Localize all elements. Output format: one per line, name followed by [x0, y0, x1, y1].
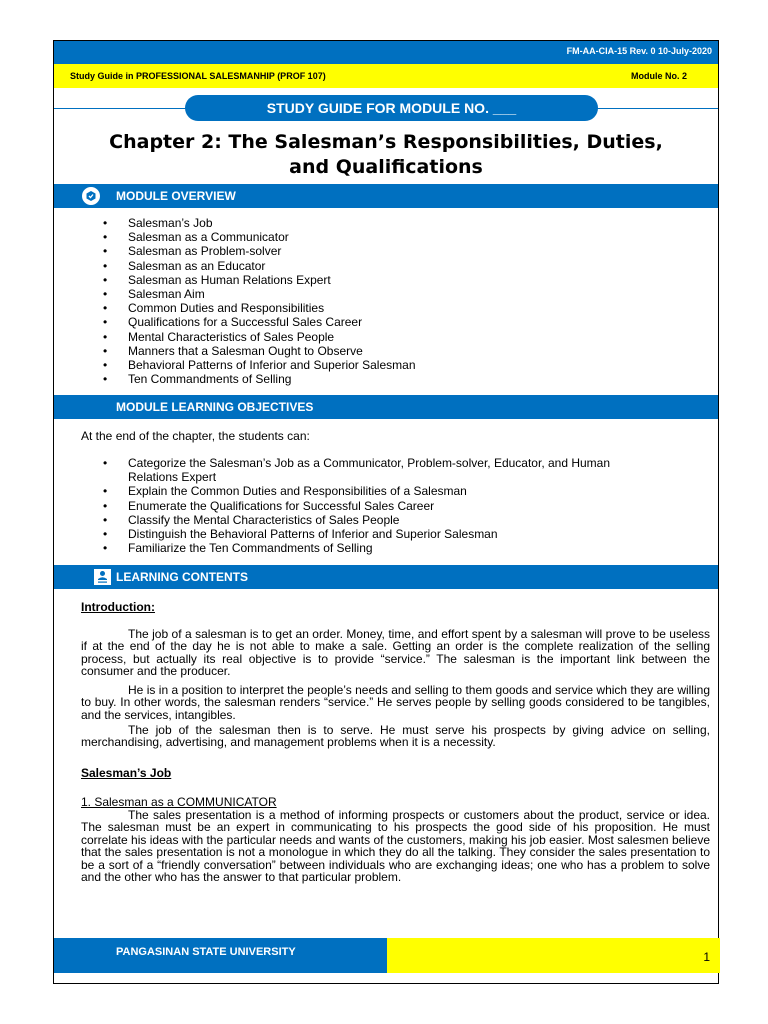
- list-item: • Mental Characteristics of Sales People: [54, 330, 634, 344]
- list-item: • Categorize the Salesman’s Job as a Communicator, Problem-solver, Educator, and Human Relations Expert: [54, 456, 634, 484]
- learning-contents-bar: [54, 565, 718, 589]
- introduction-heading: Introduction:: [81, 600, 155, 614]
- person-document-icon: [93, 568, 112, 586]
- top-bar: [54, 41, 718, 64]
- banner-text: STUDY GUIDE FOR MODULE NO. ___: [266, 100, 517, 116]
- document-reference: FM-AA-CIA-15 Rev. 0 10-July-2020: [566, 46, 712, 56]
- overview-heading: MODULE OVERVIEW: [116, 189, 236, 203]
- contents-heading: LEARNING CONTENTS: [116, 570, 248, 584]
- course-bar: [54, 64, 718, 88]
- university-name: PANGASINAN STATE UNIVERSITY: [116, 946, 296, 958]
- salesman-job-heading: Salesman’s Job: [81, 766, 172, 780]
- list-item: • Salesman as Human Relations Expert: [54, 273, 634, 287]
- list-item: • Qualifications for a Successful Sales Career: [54, 315, 634, 329]
- learning-objectives-bar: [54, 395, 718, 419]
- course-title: Study Guide in PROFESSIONAL SALESMANHIP (PROF 107): [70, 71, 326, 81]
- list-item: • Manners that a Salesman Ought to Observe: [54, 344, 634, 358]
- list-item: • Familiarize the Ten Commandments of Selling: [54, 541, 634, 555]
- intro-paragraph-2: He is in a position to interpret the people’s needs and selling to them goods and service which they are willing to buy. In other words, the salesman renders “service.” He serves people by selling goods considered to be tangibles, and the services, intangibles.: [81, 683, 710, 722]
- module-overview-bar: [54, 184, 718, 208]
- objectives-intro: At the end of the chapter, the students can:: [81, 429, 310, 443]
- list-item: • Behavioral Patterns of Inferior and Superior Salesman: [54, 358, 634, 372]
- list-item: • Explain the Common Duties and Responsibilities of a Salesman: [54, 484, 634, 498]
- communicator-paragraph: The sales presentation is a method of informing prospects or customers about the product, service or idea. The salesman must be an expert in communicating to his prospects the good side of his proposition. He must correlate his ideas with the particular needs and wants of the customers, making his job easier. Most salesmen believe that the sales presentation is not a monologue in which they do all the talking. They consider the sales presentation to be a sort of a “friendly conversation” between individuals who are exchanging ideas; one who has a problem to solve and the other who has the answer to that particular problem.: [81, 808, 710, 885]
- module-number: Module No. 2: [631, 71, 687, 81]
- overview-list: [54, 216, 634, 386]
- overview-icon: [80, 185, 102, 207]
- chapter-title: [54, 130, 718, 180]
- study-guide-banner: [185, 95, 598, 121]
- chapter-title-line1: Chapter 2: The Salesman’s Responsibilities, Duties,: [109, 131, 663, 153]
- list-item: • Distinguish the Behavioral Patterns of Inferior and Superior Salesman: [54, 527, 634, 541]
- list-item: • Salesman as Problem-solver: [54, 244, 634, 258]
- objectives-list: [54, 456, 634, 555]
- footer-university: [54, 938, 387, 973]
- list-item: • Salesman’s Job: [54, 216, 634, 230]
- list-item: • Salesman Aim: [54, 287, 634, 301]
- list-item: • Common Duties and Responsibilities: [54, 301, 634, 315]
- objectives-heading: MODULE LEARNING OBJECTIVES: [116, 400, 314, 414]
- intro-paragraph-3: The job of the salesman then is to serve. He must serve his prospects by giving advice on selling, merchandising, advertising, and management problems when it is a necessity.: [81, 723, 710, 750]
- footer-page: [387, 938, 720, 973]
- list-item: • Ten Commandments of Selling: [54, 372, 634, 386]
- intro-paragraph-1: The job of a salesman is to get an order. Money, time, and effort spent by a salesman will prove to be useless if at the end of the day he is not able to make a sale. Getting an order is the complete realization of the selling process, but actually its real objective is to provide “service.” The salesman is the important link between the consumer and the producer.: [81, 627, 710, 679]
- list-item: • Salesman as a Communicator: [54, 230, 634, 244]
- page-number: 1: [703, 950, 710, 964]
- list-item: • Enumerate the Qualifications for Successful Sales Career: [54, 499, 634, 513]
- page-frame: [53, 40, 719, 984]
- list-item: • Salesman as an Educator: [54, 259, 634, 273]
- communicator-subheading: 1. Salesman as a COMMUNICATOR: [81, 795, 277, 809]
- list-item: • Classify the Mental Characteristics of Sales People: [54, 513, 634, 527]
- chapter-title-line2: and Qualifications: [289, 156, 483, 178]
